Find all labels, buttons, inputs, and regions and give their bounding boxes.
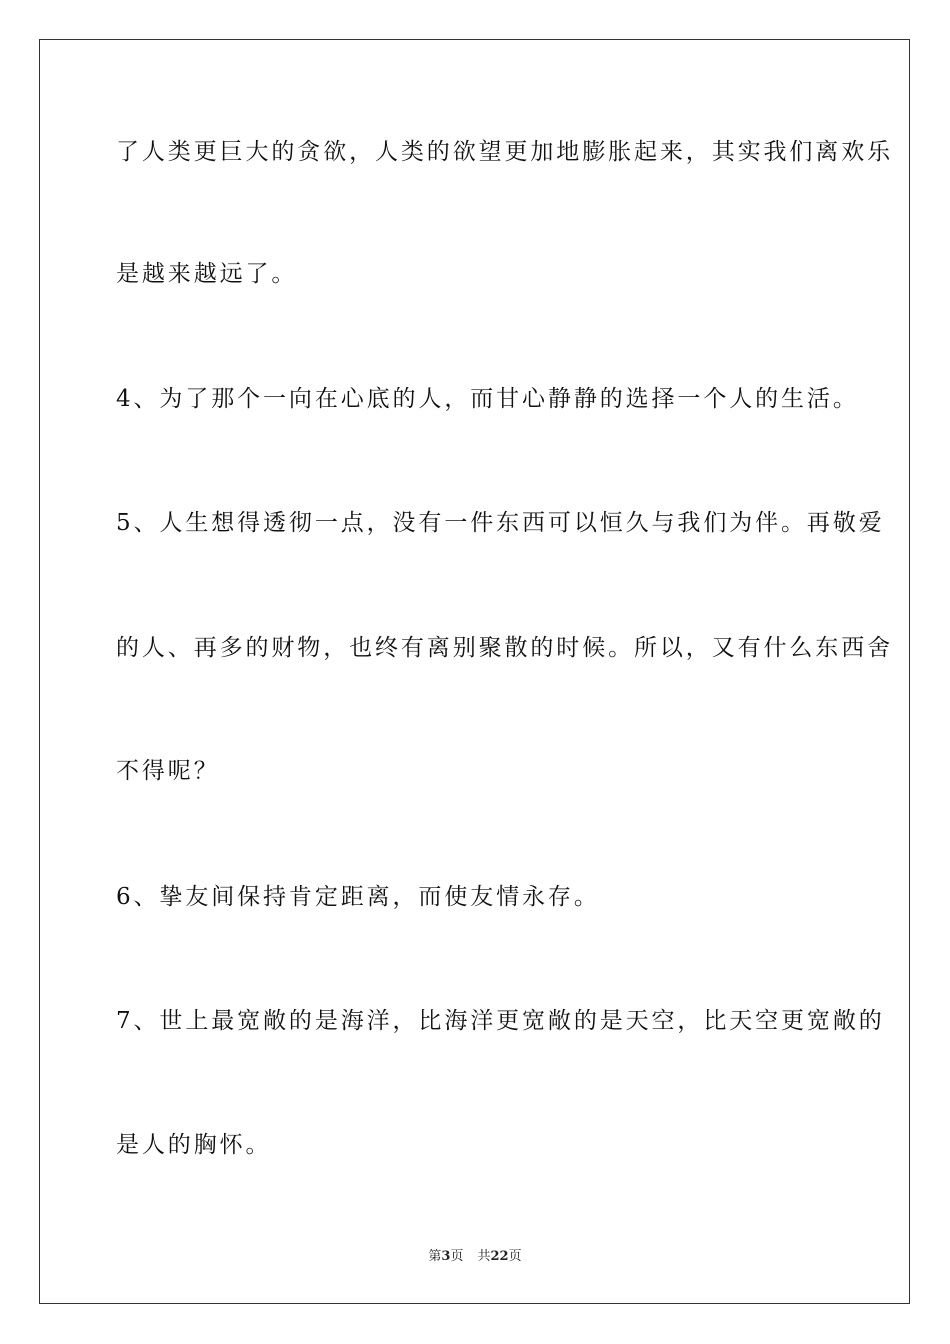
page-border bbox=[39, 39, 910, 1304]
total-suffix: 页 bbox=[508, 1249, 522, 1264]
paragraph-line: 是越来越远了。 bbox=[116, 261, 298, 287]
page-prefix: 第 bbox=[428, 1249, 442, 1264]
page-suffix: 页 bbox=[450, 1249, 464, 1264]
paragraph-line: 7、世上最宽敞的是海洋，比海洋更宽敞的是天空，比天空更宽敞的 bbox=[116, 1008, 885, 1034]
page-total-number: 22 bbox=[490, 1249, 509, 1264]
page-footer bbox=[0, 1248, 950, 1266]
paragraph-line: 了人类更巨大的贪欲，人类的欲望更加地膨胀起来，其实我们离欢乐 bbox=[116, 139, 893, 165]
paragraph-line: 4、为了那个一向在心底的人，而甘心静静的选择一个人的生活。 bbox=[116, 386, 859, 412]
paragraph-line: 5、人生想得透彻一点，没有一件东西可以恒久与我们为伴。再敬爱 bbox=[116, 510, 885, 536]
paragraph-line: 的人、再多的财物，也终有离别聚散的时候。所以，又有什么东西舍 bbox=[116, 635, 893, 661]
total-prefix: 共 bbox=[477, 1249, 491, 1264]
page-current-number: 3 bbox=[441, 1249, 451, 1264]
paragraph-line: 6、挚友间保持肯定距离，而使友情永存。 bbox=[116, 884, 600, 910]
paragraph-line: 不得呢？ bbox=[116, 758, 220, 784]
paragraph-line: 是人的胸怀。 bbox=[116, 1132, 272, 1158]
